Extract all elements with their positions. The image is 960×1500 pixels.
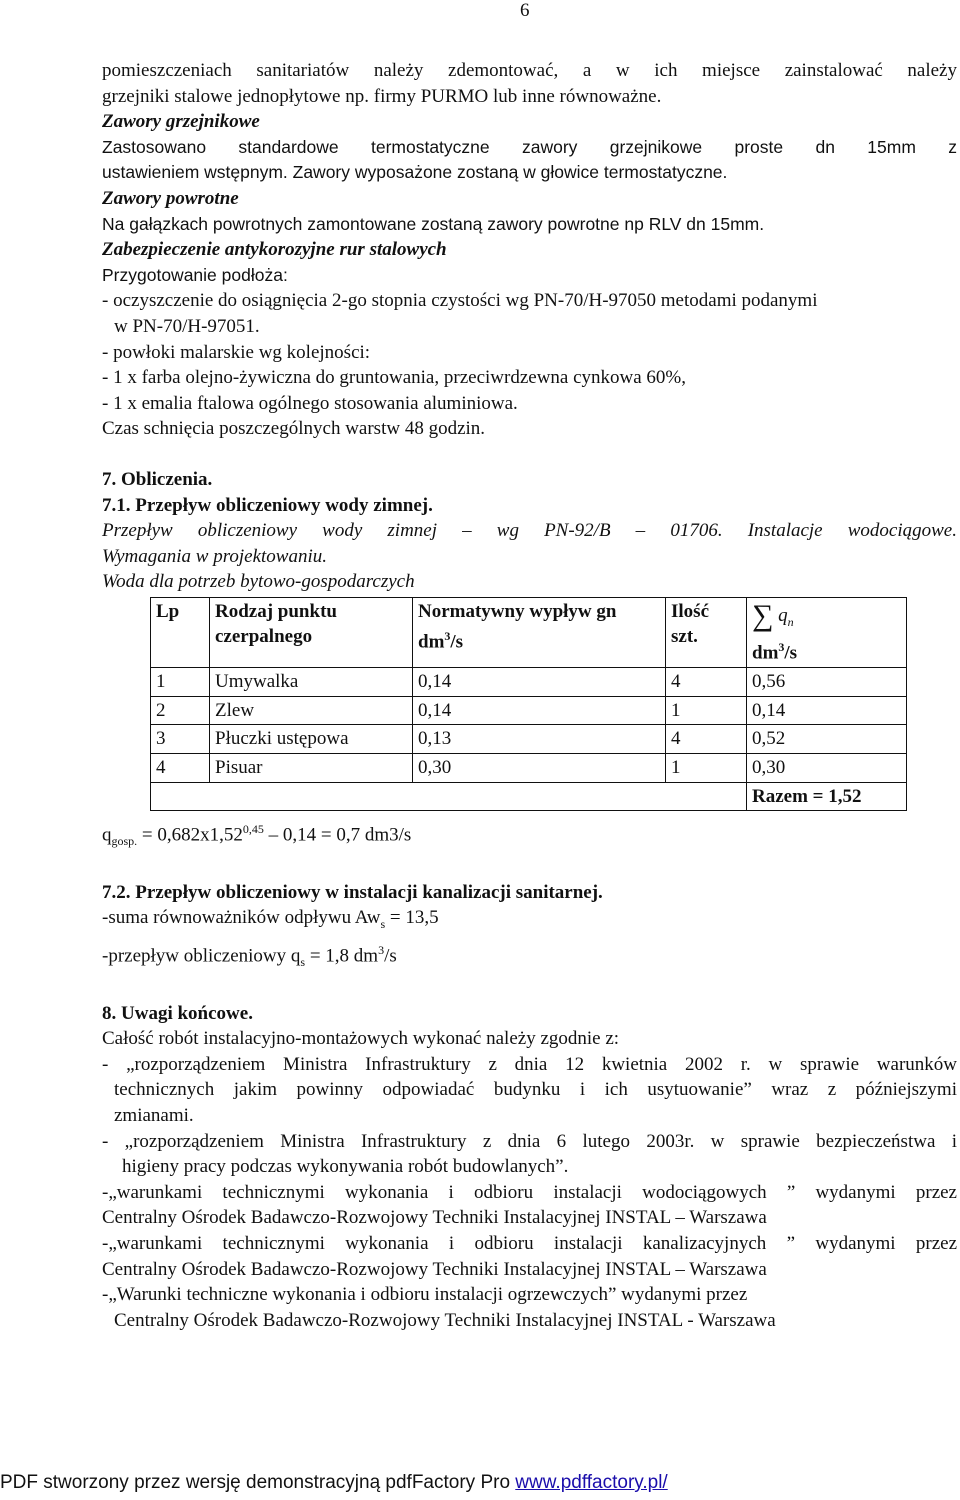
anticorrosion-item: - 1 x farba olejno-żywiczna do gruntowania, przeciwrdzewna cynkowa 60%, xyxy=(102,367,687,389)
anticorrosion-item: w PN-70/H-97051. xyxy=(114,315,260,337)
anticorrosion-item: - oczyszczenie do osiągnięcia 2-go stopnia czystości wg PN-70/H-97050 metodami podanymi xyxy=(102,290,818,312)
regulation-item: - „rozporządzeniem Ministra Infrastruktury z dnia 12 kwietnia 2002 r. w sprawie warunków xyxy=(102,1053,957,1075)
cell-qty: 4 xyxy=(666,668,747,697)
cell-sum: 0,52 xyxy=(747,725,907,754)
pdf-footer xyxy=(0,1472,960,1494)
intro-line: pomieszczeniach sanitariatów należy zdemontować, a w ich miejsce zainstalować należy xyxy=(102,60,957,81)
cell-norm: 0,14 xyxy=(413,696,666,725)
cell-qty: 1 xyxy=(666,696,747,725)
regulation-item: zmianami. xyxy=(114,1104,194,1126)
page-number: 6 xyxy=(520,0,530,21)
table-header-row xyxy=(151,597,907,667)
footer-link[interactable]: www.pdffactory.pl/ xyxy=(515,1472,668,1493)
section-7-1-text: Woda dla potrzeb bytowo-gospodarczych xyxy=(102,571,415,593)
section-8-heading: 8. Uwagi końcowe. xyxy=(102,1002,253,1024)
cell-qty: 4 xyxy=(666,725,747,754)
table-row xyxy=(151,668,907,697)
header-norm: Normatywny wypływ gn $dm^3/s$ xyxy=(413,597,666,667)
footer-text: PDF stworzony przez wersję demonstracyjną pdfFactory Pro xyxy=(0,1472,516,1493)
anticorrosion-prep: Przygotowanie podłoża: xyxy=(102,264,288,285)
section-7-2-heading: 7.2. Przepływ obliczeniowy w instalacji kanalizacji sanitarnej. xyxy=(102,881,603,903)
header-sum: ∑ $q_n$ $dm^3/s$ xyxy=(747,597,907,667)
header-qty: Ilość szt. xyxy=(666,597,747,667)
section-7-heading: 7. Obliczenia. xyxy=(102,468,213,490)
section-7-1-text: Wymagania w projektowaniu. xyxy=(102,545,328,567)
regulation-item: -„warunkami technicznymi wykonania i odbioru instalacji kanalizacyjnych ” wydanymi przez xyxy=(102,1232,957,1254)
anticorrosion-item: - powłoki malarskie wg kolejności: xyxy=(102,341,371,363)
header-lp: Lp xyxy=(151,597,210,667)
intro-line: grzejniki stalowe jednopłytowe np. firmy PURMO lub inne równoważne. xyxy=(102,85,662,107)
cell-norm: 0,30 xyxy=(413,753,666,782)
cell-lp: 2 xyxy=(151,696,210,725)
cell-kind: Płuczki ustępowa xyxy=(210,725,413,754)
section-7-2-line: -suma równoważników odpływu $Aw_s = 13,5$ xyxy=(102,907,439,932)
section-8-intro: Całość robót instalacyjno-montażowych wykonać należy zgodnie z: xyxy=(102,1028,620,1050)
cell-norm: 0,14 xyxy=(413,668,666,697)
anticorrosion-item: - 1 x emalia ftalowa ogólnego stosowania aluminiowa. xyxy=(102,392,518,414)
table-row xyxy=(151,753,907,782)
table-row xyxy=(151,725,907,754)
formula-line: $q_{gosp.} = 0,682x1,52^{0,45} - 0,14 = 0,7$ dm3/s xyxy=(102,822,412,849)
table-total: Razem = 1,52 xyxy=(747,782,907,811)
cell-norm: 0,13 xyxy=(413,725,666,754)
header-kind: Rodzaj punktu czerpalnego xyxy=(210,597,413,667)
cell-kind: Umywalka xyxy=(210,668,413,697)
return-valves-text: Na gałązkach powrotnych zamontowane zostaną zawory powrotne np RLV dn 15mm. xyxy=(102,213,765,234)
cell-lp: 4 xyxy=(151,753,210,782)
return-valves-heading: Zawory powrotne xyxy=(102,187,239,209)
regulation-item: higieny pracy podczas wykonywania robót budowlanych”. xyxy=(122,1156,569,1178)
section-7-2-line: -przepływ obliczeniowy $q_s = 1,8$ $dm^3/s$ xyxy=(102,942,397,969)
valves-line: ustawieniem wstępnym. Zawory wyposażone zostaną w głowice termostatyczne. xyxy=(102,162,728,183)
section-7-1-heading: 7.1. Przepływ obliczeniowy wody zimnej. xyxy=(102,494,433,516)
valves-heading: Zawory grzejnikowe xyxy=(102,111,260,133)
cell-qty: 1 xyxy=(666,753,747,782)
cell-sum: 0,30 xyxy=(747,753,907,782)
cell-sum: 0,56 xyxy=(747,668,907,697)
table-total-row xyxy=(151,782,907,811)
cell-sum: 0,14 xyxy=(747,696,907,725)
regulation-item: Centralny Ośrodek Badawczo-Rozwojowy Techniki Instalacyjnej INSTAL – Warszawa xyxy=(102,1207,767,1229)
cell-kind: Pisuar xyxy=(210,753,413,782)
regulation-item: technicznych jakim powinny odpowiadać budynku i ich usytuowanie” wraz z późniejszymi xyxy=(114,1079,957,1101)
water-demand-table xyxy=(150,597,907,811)
cell-kind: Zlew xyxy=(210,696,413,725)
regulation-item: - „rozporządzeniem Ministra Infrastruktury z dnia 6 lutego 2003r. w sprawie bezpieczeństwa i xyxy=(102,1130,957,1152)
sum-icon: ∑ xyxy=(752,598,774,632)
cell-lp: 3 xyxy=(151,725,210,754)
valves-line: Zastosowano standardowe termostatyczne zawory grzejnikowe proste dn 15mm z xyxy=(102,136,957,157)
regulation-item: -„warunkami technicznymi wykonania i odbioru instalacji wodociągowych ” wydanymi przez xyxy=(102,1181,957,1203)
regulation-item: Centralny Ośrodek Badawczo-Rozwojowy Techniki Instalacyjnej INSTAL – Warszawa xyxy=(102,1258,767,1280)
cell-lp: 1 xyxy=(151,668,210,697)
anticorrosion-drying: Czas schnięcia poszczególnych warstw 48 godzin. xyxy=(102,418,486,440)
table-row xyxy=(151,696,907,725)
document-body xyxy=(102,58,957,1333)
anticorrosion-heading: Zabezpieczenie antykorozyjne rur stalowych xyxy=(102,239,447,261)
regulation-item: Centralny Ośrodek Badawczo-Rozwojowy Techniki Instalacyjnej INSTAL - Warszawa xyxy=(114,1309,776,1331)
section-7-1-text: Przepływ obliczeniowy wody zimnej – wg PN-92/B – 01706. Instalacje wodociągowe. xyxy=(102,520,957,542)
regulation-item: -„Warunki techniczne wykonania i odbioru instalacji ogrzewczych” wydanymi przez xyxy=(102,1284,748,1306)
